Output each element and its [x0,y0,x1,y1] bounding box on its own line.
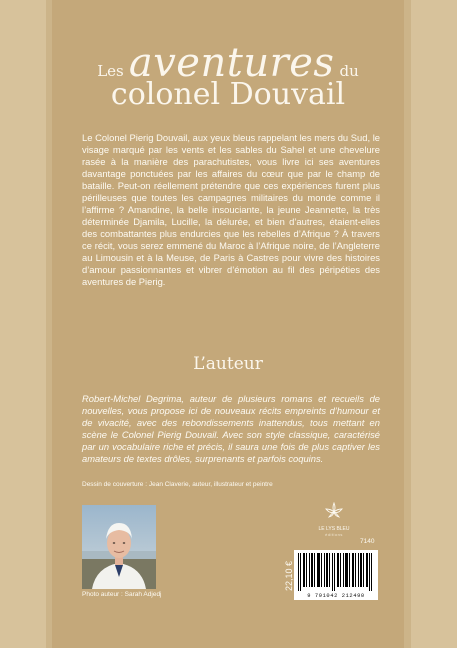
publisher-subtitle: éditions [325,532,343,537]
photo-credit: Photo auteur : Sarah Adjedj [82,591,162,598]
price-label: 22,10 € [284,560,294,592]
lily-logo-icon [325,502,343,520]
barcode [294,550,378,600]
title-les: Les [97,62,124,80]
author-portrait-image [82,505,156,589]
author-photo [82,505,156,589]
publisher-logo [314,502,354,537]
synopsis-text: Le Colonel Pierig Douvail, aux yeux bleus rappelant les mers du Sud, le visage marqué par les vents et les sables du Sahel et une chevelure rasée à la manière des parachutistes, vous livre ici ses aventures davantage ponctuées par les affaires du cœur que par le champ de bataille. Peut-on réellement prétendre que ces expériences furent plus périlleuses que toutes les campagnes militaires du monde comme il l’affirme ? Amandine, la belle insouciante, la jeune Jeannette, la très déterminée Djamila, Lucille, la délurée, et bien d’autres, étaient-elles des combattantes plus endurcies que les rebelles d’Afrique ? À travers ce récit, vous serez emmené du Maroc à l’Afrique noire, de l’Angleterre au Limousin et à la Meuse, de Paris à Castres pour vivre des histoires d’amour passionnantes et vibrer d’émotion au fil des péripéties des aventures de Pierig. [82,132,380,287]
right-border-stripe [411,0,457,648]
barcode-bars [294,550,378,592]
cover-credit: Dessin de couverture : Jean Claverie, auteur, illustrateur et peintre [82,481,273,488]
author-bio: Robert-Michel Degrima, auteur de plusieurs romans et recueils de nouvelles, vous propose ici de nouveaux récits empreints d’humour et de vivacité, avec des rebondissements inattendus, tous mettant en scène le Colonel Pierig Douvail. Avec son style classique, caractérisé par un vocabulaire riche et précis, il saura une fois de plus captiver les amateurs de textes drôles, surprenants et parfois coquins. [82,393,380,464]
book-code: 7140 [360,538,375,545]
back-cover-panel [52,0,404,648]
publisher-name: LE LYS BLEU [318,526,350,532]
left-border-stripe [0,0,46,648]
title-aventures: aventures [128,40,335,86]
title-line-2: colonel Douvail [110,77,346,112]
isbn-number: 9 791042 212490 [307,593,365,599]
author-heading: L’auteur [193,354,263,374]
title-du: du [339,62,359,80]
